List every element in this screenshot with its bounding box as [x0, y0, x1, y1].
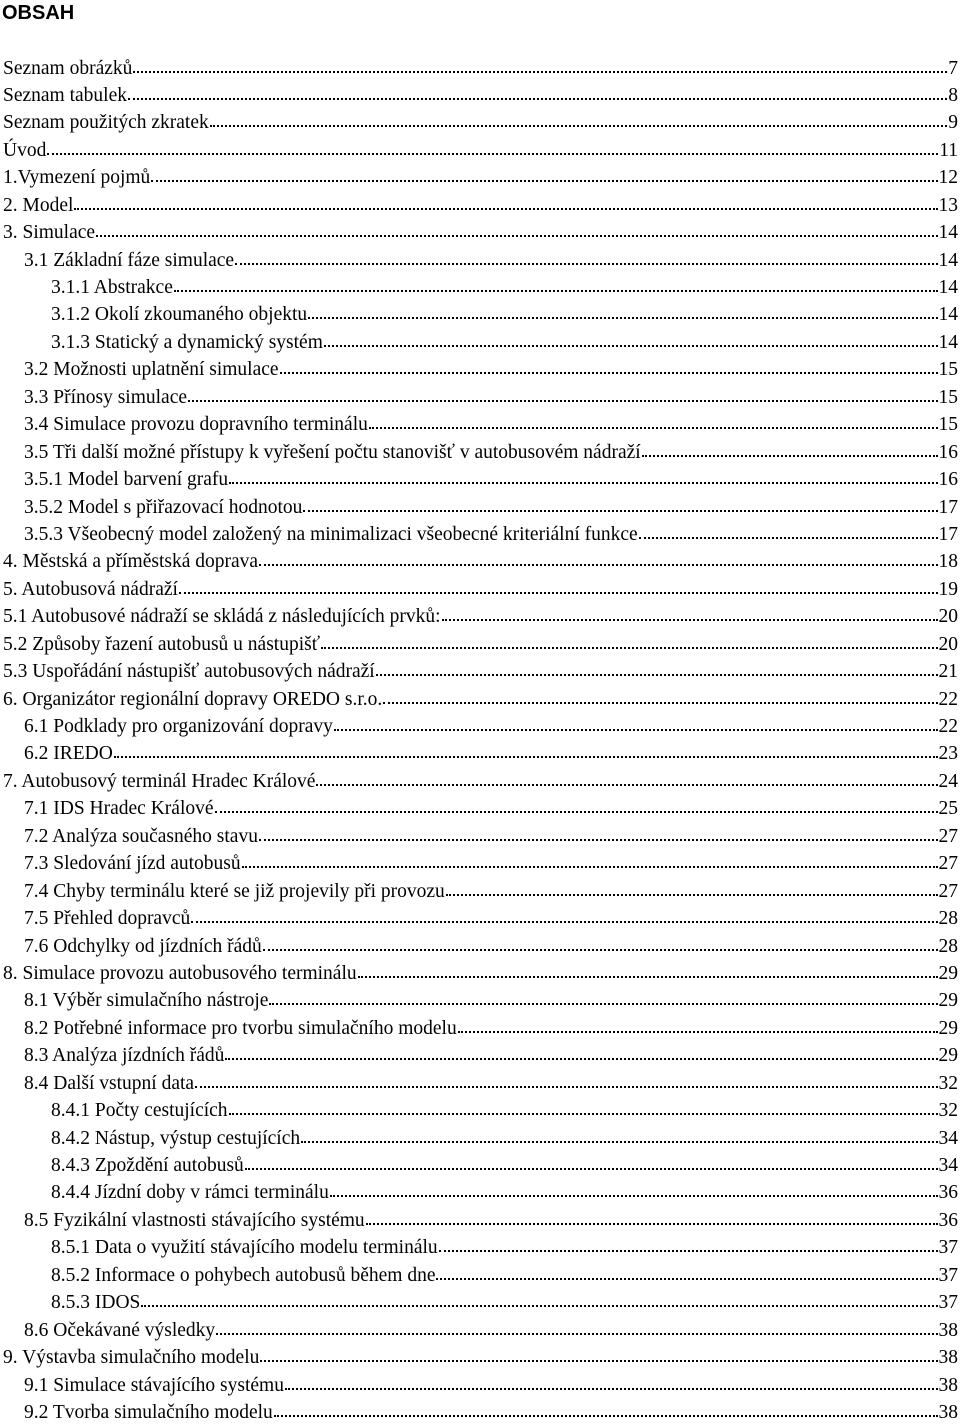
- toc-entry-page-number: 21: [938, 661, 958, 683]
- toc-entry-title: 3.5.2 Model s přiřazovací hodnotou: [24, 496, 303, 518]
- toc-entry[interactable]: [0, 520, 960, 547]
- dot-leader: [210, 109, 948, 129]
- toc-entry-title: 3.1.2 Okolí zkoumaného objektu: [51, 304, 308, 326]
- dot-leader: [128, 81, 947, 101]
- toc-entry-page-number: 13: [938, 194, 958, 216]
- toc-entry[interactable]: [0, 959, 960, 986]
- toc-entry-title: 4. Městská a příměstská doprava: [3, 551, 259, 573]
- dot-leader: [316, 767, 937, 787]
- dot-leader: [458, 1014, 938, 1034]
- toc-entry-page-number: 14: [938, 331, 958, 353]
- toc-entry-title: 8.4.2 Nástup, výstup cestujících: [51, 1127, 301, 1149]
- toc-entry[interactable]: [0, 411, 960, 438]
- toc-entry[interactable]: [0, 1124, 960, 1151]
- toc-entry-title: 3.5.3 Všeobecný model založený na minimalizaci všeobecné kriteriální funkce: [24, 523, 638, 545]
- dot-leader: [280, 356, 938, 376]
- toc-entry[interactable]: [0, 81, 960, 108]
- dot-leader: [301, 1124, 937, 1144]
- dot-leader: [269, 987, 937, 1007]
- toc-entry-page-number: 32: [938, 1072, 958, 1094]
- toc-entry-page-number: 37: [938, 1264, 958, 1286]
- toc-entry[interactable]: [0, 905, 960, 932]
- toc-entry[interactable]: [0, 328, 960, 355]
- toc-entry-page-number: 19: [938, 578, 958, 600]
- toc-entry-page-number: 23: [938, 743, 958, 765]
- toc-entry[interactable]: [0, 740, 960, 767]
- dot-leader: [242, 850, 938, 870]
- dot-leader: [151, 164, 937, 184]
- toc-entry-title: 9.1 Simulace stávajícího systému: [24, 1374, 284, 1396]
- toc-entry-page-number: 32: [938, 1100, 958, 1122]
- toc-entry-title: 8.1 Výběr simulačního nástroje: [24, 990, 269, 1012]
- toc-entry-title: 8. Simulace provozu autobusového terminálu: [3, 962, 357, 984]
- toc-entry-page-number: 38: [938, 1319, 958, 1341]
- toc-entry-title: 7.5 Přehled dopravců: [24, 908, 191, 930]
- toc-entry-title: 7.1 IDS Hradec Králové: [24, 798, 214, 820]
- toc-entry[interactable]: [0, 109, 960, 136]
- toc-entry-page-number: 9: [948, 112, 958, 134]
- dot-leader: [639, 520, 938, 540]
- dot-leader: [369, 411, 938, 431]
- toc-entry[interactable]: [0, 987, 960, 1014]
- toc-heading: OBSAH: [2, 2, 75, 24]
- toc-entry-page-number: 37: [938, 1292, 958, 1314]
- toc-entry[interactable]: [0, 466, 960, 493]
- toc-entry-page-number: 27: [938, 880, 958, 902]
- toc-entry-title: 8.4.1 Počty cestujících: [51, 1100, 228, 1122]
- toc-entry-page-number: 28: [938, 908, 958, 930]
- dot-leader: [324, 328, 938, 348]
- dot-leader: [141, 1289, 937, 1309]
- dot-leader: [96, 219, 937, 239]
- toc-entry[interactable]: [0, 548, 960, 575]
- toc-entry[interactable]: [0, 1042, 960, 1069]
- toc-entry-page-number: 14: [938, 304, 958, 326]
- toc-entry-page-number: 29: [938, 962, 958, 984]
- toc-entry-title: 7.3 Sledování jízd autobusů: [24, 853, 241, 875]
- toc-entry-page-number: 7: [948, 57, 958, 79]
- toc-entry[interactable]: [0, 1289, 960, 1316]
- toc-entry-title: 6.2 IREDO: [24, 743, 113, 765]
- toc-entry-page-number: 16: [938, 469, 958, 491]
- toc-entry-page-number: 11: [939, 139, 958, 161]
- toc-entry-page-number: 14: [938, 277, 958, 298]
- toc-entry[interactable]: [0, 191, 960, 218]
- dot-leader: [285, 1371, 938, 1391]
- dot-leader: [321, 630, 937, 650]
- toc-entry-title: Seznam obrázků: [3, 57, 133, 79]
- dot-leader: [308, 301, 937, 321]
- toc-entry-page-number: 12: [938, 167, 958, 189]
- toc-entry-page-number: 28: [938, 935, 958, 957]
- dot-leader: [358, 959, 938, 979]
- toc-list: [0, 54, 960, 1426]
- toc-entry-page-number: 27: [938, 853, 958, 875]
- toc-entry[interactable]: [0, 1069, 960, 1096]
- toc-entry[interactable]: [0, 136, 960, 163]
- toc-entry-page-number: 8: [948, 84, 958, 106]
- toc-entry-page-number: 15: [938, 386, 958, 408]
- dot-leader: [274, 1398, 938, 1418]
- toc-entry-title: 3.1 Základní fáze simulace: [24, 249, 235, 271]
- toc-entry-page-number: 36: [938, 1182, 958, 1204]
- toc-entry-title: 8.5.3 IDOS: [51, 1292, 141, 1314]
- dot-leader: [215, 795, 938, 815]
- toc-entry-title: 3.3 Přínosy simulace: [24, 386, 188, 408]
- toc-entry-page-number: 25: [938, 798, 958, 820]
- toc-entry-title: 9. Výstavba simulačního modelu: [3, 1347, 260, 1369]
- dot-leader: [188, 383, 937, 403]
- dot-leader: [442, 603, 938, 623]
- toc-entry-title: 8.2 Potřebné informace pro tvorbu simulačního modelu: [24, 1017, 457, 1039]
- toc-entry-page-number: 14: [938, 222, 958, 244]
- toc-entry-page-number: 15: [938, 414, 958, 436]
- toc-entry-page-number: 22: [938, 716, 958, 737]
- dot-leader: [439, 1234, 938, 1254]
- dot-leader: [334, 713, 938, 733]
- dot-leader: [229, 466, 937, 486]
- toc-entry[interactable]: [0, 713, 960, 740]
- toc-entry[interactable]: [0, 1344, 960, 1371]
- toc-entry-title: 2. Model: [3, 194, 74, 216]
- toc-entry-page-number: 38: [938, 1374, 958, 1396]
- toc-entry[interactable]: [0, 575, 960, 602]
- toc-entry[interactable]: [0, 1152, 960, 1179]
- dot-leader: [235, 246, 937, 266]
- toc-entry-page-number: 29: [938, 1045, 958, 1067]
- toc-entry[interactable]: [0, 630, 960, 657]
- dot-leader: [225, 1042, 937, 1062]
- dot-leader: [383, 685, 937, 705]
- toc-entry-title: 7. Autobusový terminál Hradec Králové: [3, 770, 316, 792]
- dot-leader: [174, 274, 938, 294]
- toc-entry-title: 8.6 Očekávané výsledky: [24, 1319, 216, 1341]
- toc-entry[interactable]: [0, 877, 960, 904]
- toc-entry-page-number: 22: [938, 688, 958, 710]
- toc-entry[interactable]: [0, 438, 960, 465]
- toc-entry-page-number: 17: [938, 523, 958, 545]
- toc-entry[interactable]: [0, 1014, 960, 1041]
- dot-leader: [191, 905, 937, 925]
- dot-leader: [436, 1261, 937, 1281]
- toc-entry-title: 5.2 Způsoby řazení autobusů u nástupišť: [3, 633, 321, 655]
- toc-entry[interactable]: [0, 822, 960, 849]
- toc-entry-title: 9.2 Tvorba simulačního modelu: [24, 1401, 273, 1423]
- toc-entry-title: 3.4 Simulace provozu dopravního terminálu: [24, 414, 368, 436]
- toc-entry-title: 8.4 Další vstupní data: [24, 1072, 195, 1094]
- toc-entry-title: Seznam tabulek: [3, 84, 127, 106]
- toc-entry[interactable]: [0, 246, 960, 273]
- dot-leader: [245, 1152, 938, 1172]
- toc-entry-title: 1.Vymezení pojmů: [3, 167, 151, 189]
- toc-entry-title: 7.6 Odchylky od jízdních řádů: [24, 935, 262, 957]
- toc-entry[interactable]: [0, 164, 960, 191]
- toc-entry-title: 3.5.1 Model barvení grafu: [24, 469, 229, 491]
- toc-entry[interactable]: [0, 356, 960, 383]
- toc-entry[interactable]: [0, 850, 960, 877]
- dot-leader: [446, 877, 938, 897]
- dot-leader: [376, 658, 938, 678]
- toc-entry[interactable]: [0, 685, 960, 712]
- toc-entry[interactable]: [0, 795, 960, 822]
- toc-entry[interactable]: [0, 301, 960, 328]
- toc-entry-page-number: 24: [938, 770, 958, 792]
- dot-leader: [47, 136, 938, 156]
- toc-entry-page-number: 29: [938, 990, 958, 1012]
- toc-entry[interactable]: [0, 383, 960, 410]
- toc-entry[interactable]: [0, 932, 960, 959]
- toc-entry-title: 3.2 Možnosti uplatnění simulace: [24, 359, 279, 381]
- toc-entry-title: 8.5.1 Data o využití stávajícího modelu terminálu: [51, 1237, 438, 1259]
- toc-entry-title: 6. Organizátor regionální dopravy OREDO s.r.o.: [3, 688, 383, 710]
- toc-entry-title: 3. Simulace: [3, 222, 96, 244]
- toc-entry-page-number: 17: [938, 496, 958, 518]
- toc-entry[interactable]: [0, 1398, 960, 1425]
- toc-entry[interactable]: [0, 274, 960, 301]
- toc-entry-page-number: 15: [938, 359, 958, 381]
- toc-entry[interactable]: [0, 219, 960, 246]
- toc-entry-title: 8.3 Analýza jízdních řádů: [24, 1045, 225, 1067]
- toc-entry-page-number: 37: [938, 1237, 958, 1259]
- toc-entry-page-number: 16: [938, 441, 958, 463]
- toc-entry[interactable]: [0, 1179, 960, 1206]
- toc-entry[interactable]: [0, 603, 960, 630]
- toc-entry-page-number: 36: [938, 1209, 958, 1231]
- dot-leader: [195, 1069, 937, 1089]
- toc-entry-title: 6.1 Podklady pro organizování dopravy: [24, 716, 333, 737]
- toc-entry-title: 3.5 Tři další možné přístupy k vyřešení počtu stanovišť v autobusovém nádraží: [24, 441, 641, 463]
- dot-leader: [229, 1097, 938, 1117]
- toc-entry-page-number: 34: [938, 1155, 958, 1176]
- toc-entry-title: 5. Autobusová nádraží: [3, 578, 178, 600]
- toc-entry[interactable]: [0, 1097, 960, 1124]
- toc-entry[interactable]: [0, 493, 960, 520]
- toc-entry-title: 7.2 Analýza současného stavu: [24, 825, 258, 847]
- toc-entry-page-number: 14: [938, 249, 958, 271]
- dot-leader: [260, 1344, 937, 1364]
- toc-entry-title: 8.4.3 Zpoždění autobusů: [51, 1155, 244, 1176]
- toc-entry[interactable]: [0, 1234, 960, 1261]
- toc-entry[interactable]: [0, 1371, 960, 1398]
- dot-leader: [303, 493, 937, 513]
- dot-leader: [330, 1179, 938, 1199]
- toc-entry-title: Úvod: [3, 139, 47, 161]
- dot-leader: [642, 438, 938, 458]
- dot-leader: [366, 1206, 938, 1226]
- dot-leader: [216, 1316, 937, 1336]
- dot-leader: [179, 575, 938, 595]
- toc-entry-title: 8.5 Fyzikální vlastnosti stávajícího systému: [24, 1209, 365, 1231]
- toc-entry-title: 5.1 Autobusové nádraží se skládá z následujících prvků:: [3, 606, 441, 628]
- toc-entry[interactable]: [0, 54, 960, 81]
- toc-entry[interactable]: [0, 767, 960, 794]
- toc-entry[interactable]: [0, 1206, 960, 1233]
- dot-leader: [114, 740, 938, 760]
- toc-entry-title: 8.5.2 Informace o pohybech autobusů během dne: [51, 1264, 436, 1286]
- toc-entry-title: 8.4.4 Jízdní doby v rámci terminálu: [51, 1182, 329, 1204]
- toc-entry-title: 7.4 Chyby terminálu které se již projevily při provozu: [24, 880, 445, 902]
- toc-entry-page-number: 34: [938, 1127, 958, 1149]
- dot-leader: [133, 54, 947, 74]
- toc-entry-page-number: 29: [938, 1017, 958, 1039]
- toc-entry-page-number: 20: [938, 606, 958, 628]
- toc-entry-title: 3.1.3 Statický a dynamický systém: [51, 331, 323, 353]
- dot-leader: [74, 191, 937, 211]
- dot-leader: [259, 548, 937, 568]
- toc-entry[interactable]: [0, 1316, 960, 1343]
- toc-entry-page-number: 27: [938, 825, 958, 847]
- toc-entry-page-number: 38: [938, 1347, 958, 1369]
- toc-entry-title: 5.3 Uspořádání nástupišť autobusových nádraží: [3, 661, 375, 683]
- toc-entry-title: Seznam použitých zkratek: [3, 112, 209, 134]
- toc-entry-title: 3.1.1 Abstrakce: [51, 277, 173, 298]
- dot-leader: [263, 932, 938, 952]
- dot-leader: [259, 822, 938, 842]
- toc-entry[interactable]: [0, 658, 960, 685]
- toc-entry-page-number: 20: [938, 633, 958, 655]
- toc-entry-page-number: 18: [938, 551, 958, 573]
- toc-entry-page-number: 38: [938, 1401, 958, 1423]
- toc-entry[interactable]: [0, 1261, 960, 1288]
